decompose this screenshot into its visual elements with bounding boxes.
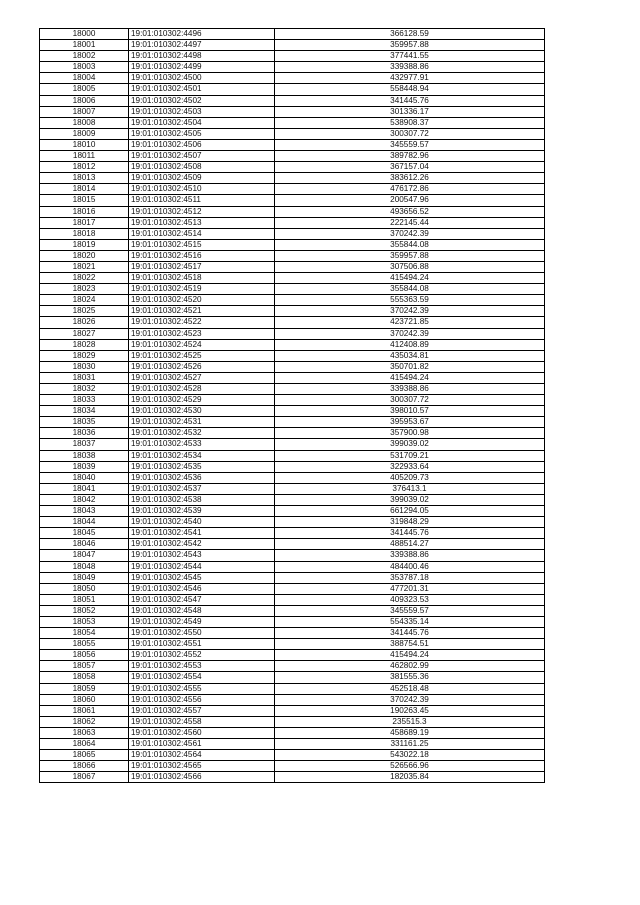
table-row bbox=[40, 772, 545, 783]
cadastral-number-cell: 19:01:010302:4550 bbox=[129, 628, 275, 639]
cadastral-number-cell: 19:01:010302:4551 bbox=[129, 639, 275, 650]
value-cell: 395953.67 bbox=[275, 417, 545, 428]
value-cell: 355844.08 bbox=[275, 284, 545, 295]
row-number-cell: 18027 bbox=[40, 328, 129, 339]
cadastral-number-cell: 19:01:010302:4539 bbox=[129, 506, 275, 517]
cadastral-number-cell: 19:01:010302:4556 bbox=[129, 694, 275, 705]
value-cell: 222145.44 bbox=[275, 217, 545, 228]
cadastral-number-cell: 19:01:010302:4500 bbox=[129, 73, 275, 84]
table-row bbox=[40, 694, 545, 705]
value-cell: 531709.21 bbox=[275, 450, 545, 461]
row-number-cell: 18033 bbox=[40, 395, 129, 406]
table-row bbox=[40, 539, 545, 550]
row-number-cell: 18050 bbox=[40, 583, 129, 594]
row-number-cell: 18043 bbox=[40, 506, 129, 517]
value-cell: 341445.76 bbox=[275, 628, 545, 639]
table-row bbox=[40, 73, 545, 84]
table-body bbox=[40, 29, 545, 783]
table-row bbox=[40, 84, 545, 95]
value-cell: 415494.24 bbox=[275, 650, 545, 661]
cadastral-number-cell: 19:01:010302:4509 bbox=[129, 173, 275, 184]
table-row bbox=[40, 328, 545, 339]
value-cell: 370242.39 bbox=[275, 228, 545, 239]
value-cell: 355844.08 bbox=[275, 239, 545, 250]
table-row bbox=[40, 51, 545, 62]
table-row bbox=[40, 317, 545, 328]
data-table bbox=[39, 28, 545, 783]
table-row bbox=[40, 494, 545, 505]
table-row bbox=[40, 261, 545, 272]
row-number-cell: 18020 bbox=[40, 250, 129, 261]
row-number-cell: 18058 bbox=[40, 672, 129, 683]
table-row bbox=[40, 572, 545, 583]
table-row bbox=[40, 639, 545, 650]
row-number-cell: 18026 bbox=[40, 317, 129, 328]
row-number-cell: 18013 bbox=[40, 173, 129, 184]
row-number-cell: 18035 bbox=[40, 417, 129, 428]
row-number-cell: 18005 bbox=[40, 84, 129, 95]
cadastral-number-cell: 19:01:010302:4521 bbox=[129, 306, 275, 317]
value-cell: 476172.86 bbox=[275, 184, 545, 195]
row-number-cell: 18038 bbox=[40, 450, 129, 461]
value-cell: 538908.37 bbox=[275, 117, 545, 128]
table-row bbox=[40, 739, 545, 750]
value-cell: 301336.17 bbox=[275, 106, 545, 117]
row-number-cell: 18004 bbox=[40, 73, 129, 84]
row-number-cell: 18024 bbox=[40, 295, 129, 306]
table-row bbox=[40, 761, 545, 772]
value-cell: 353787.18 bbox=[275, 572, 545, 583]
row-number-cell: 18045 bbox=[40, 528, 129, 539]
table-row bbox=[40, 472, 545, 483]
table-row bbox=[40, 750, 545, 761]
value-cell: 307506.88 bbox=[275, 261, 545, 272]
cadastral-number-cell: 19:01:010302:4518 bbox=[129, 273, 275, 284]
row-number-cell: 18016 bbox=[40, 206, 129, 217]
table-row bbox=[40, 528, 545, 539]
cadastral-number-cell: 19:01:010302:4565 bbox=[129, 761, 275, 772]
cadastral-number-cell: 19:01:010302:4538 bbox=[129, 494, 275, 505]
row-number-cell: 18032 bbox=[40, 384, 129, 395]
table-row bbox=[40, 173, 545, 184]
cadastral-number-cell: 19:01:010302:4532 bbox=[129, 428, 275, 439]
row-number-cell: 18052 bbox=[40, 605, 129, 616]
table-row bbox=[40, 372, 545, 383]
cadastral-number-cell: 19:01:010302:4511 bbox=[129, 195, 275, 206]
table-row bbox=[40, 672, 545, 683]
cadastral-number-cell: 19:01:010302:4534 bbox=[129, 450, 275, 461]
value-cell: 319848.29 bbox=[275, 517, 545, 528]
cadastral-number-cell: 19:01:010302:4514 bbox=[129, 228, 275, 239]
table-row bbox=[40, 450, 545, 461]
row-number-cell: 18037 bbox=[40, 439, 129, 450]
cadastral-number-cell: 19:01:010302:4515 bbox=[129, 239, 275, 250]
value-cell: 399039.02 bbox=[275, 494, 545, 505]
row-number-cell: 18044 bbox=[40, 517, 129, 528]
table-row bbox=[40, 217, 545, 228]
cadastral-number-cell: 19:01:010302:4548 bbox=[129, 605, 275, 616]
table-row bbox=[40, 162, 545, 173]
cadastral-number-cell: 19:01:010302:4508 bbox=[129, 162, 275, 173]
table-row bbox=[40, 195, 545, 206]
cadastral-number-cell: 19:01:010302:4547 bbox=[129, 594, 275, 605]
row-number-cell: 18010 bbox=[40, 139, 129, 150]
row-number-cell: 18001 bbox=[40, 40, 129, 51]
cadastral-number-cell: 19:01:010302:4541 bbox=[129, 528, 275, 539]
table-row bbox=[40, 40, 545, 51]
value-cell: 300307.72 bbox=[275, 395, 545, 406]
row-number-cell: 18055 bbox=[40, 639, 129, 650]
value-cell: 558448.94 bbox=[275, 84, 545, 95]
table-row bbox=[40, 395, 545, 406]
cadastral-number-cell: 19:01:010302:4540 bbox=[129, 517, 275, 528]
cadastral-number-cell: 19:01:010302:4533 bbox=[129, 439, 275, 450]
cadastral-number-cell: 19:01:010302:4555 bbox=[129, 683, 275, 694]
value-cell: 200547.96 bbox=[275, 195, 545, 206]
value-cell: 367157.04 bbox=[275, 162, 545, 173]
value-cell: 300307.72 bbox=[275, 128, 545, 139]
value-cell: 405209.73 bbox=[275, 472, 545, 483]
table-row bbox=[40, 583, 545, 594]
value-cell: 370242.39 bbox=[275, 328, 545, 339]
cadastral-number-cell: 19:01:010302:4505 bbox=[129, 128, 275, 139]
row-number-cell: 18023 bbox=[40, 284, 129, 295]
value-cell: 493656.52 bbox=[275, 206, 545, 217]
row-number-cell: 18046 bbox=[40, 539, 129, 550]
table-row bbox=[40, 106, 545, 117]
value-cell: 190263.45 bbox=[275, 705, 545, 716]
cadastral-number-cell: 19:01:010302:4558 bbox=[129, 716, 275, 727]
row-number-cell: 18049 bbox=[40, 572, 129, 583]
row-number-cell: 18061 bbox=[40, 705, 129, 716]
table-row bbox=[40, 417, 545, 428]
value-cell: 555363.59 bbox=[275, 295, 545, 306]
row-number-cell: 18041 bbox=[40, 483, 129, 494]
row-number-cell: 18053 bbox=[40, 616, 129, 627]
value-cell: 458689.19 bbox=[275, 727, 545, 738]
value-cell: 462802.99 bbox=[275, 661, 545, 672]
cadastral-number-cell: 19:01:010302:4543 bbox=[129, 550, 275, 561]
value-cell: 339388.86 bbox=[275, 550, 545, 561]
cadastral-number-cell: 19:01:010302:4496 bbox=[129, 29, 275, 40]
value-cell: 409323.53 bbox=[275, 594, 545, 605]
value-cell: 359957.88 bbox=[275, 40, 545, 51]
cadastral-number-cell: 19:01:010302:4552 bbox=[129, 650, 275, 661]
cadastral-number-cell: 19:01:010302:4530 bbox=[129, 406, 275, 417]
cadastral-number-cell: 19:01:010302:4498 bbox=[129, 51, 275, 62]
value-cell: 235515.3 bbox=[275, 716, 545, 727]
value-cell: 415494.24 bbox=[275, 273, 545, 284]
row-number-cell: 18057 bbox=[40, 661, 129, 672]
table-row bbox=[40, 295, 545, 306]
table-row bbox=[40, 628, 545, 639]
value-cell: 345559.57 bbox=[275, 139, 545, 150]
value-cell: 388754.51 bbox=[275, 639, 545, 650]
value-cell: 370242.39 bbox=[275, 306, 545, 317]
value-cell: 322933.64 bbox=[275, 461, 545, 472]
cadastral-number-cell: 19:01:010302:4525 bbox=[129, 350, 275, 361]
table-row bbox=[40, 184, 545, 195]
table-row bbox=[40, 95, 545, 106]
row-number-cell: 18025 bbox=[40, 306, 129, 317]
row-number-cell: 18014 bbox=[40, 184, 129, 195]
cadastral-number-cell: 19:01:010302:4553 bbox=[129, 661, 275, 672]
row-number-cell: 18065 bbox=[40, 750, 129, 761]
value-cell: 359957.88 bbox=[275, 250, 545, 261]
row-number-cell: 18066 bbox=[40, 761, 129, 772]
value-cell: 377441.55 bbox=[275, 51, 545, 62]
table-row bbox=[40, 506, 545, 517]
table-row bbox=[40, 384, 545, 395]
cadastral-number-cell: 19:01:010302:4528 bbox=[129, 384, 275, 395]
value-cell: 435034.81 bbox=[275, 350, 545, 361]
table-row bbox=[40, 705, 545, 716]
table-row bbox=[40, 62, 545, 73]
table-row bbox=[40, 306, 545, 317]
table-row bbox=[40, 550, 545, 561]
table-row bbox=[40, 594, 545, 605]
row-number-cell: 18003 bbox=[40, 62, 129, 73]
value-cell: 661294.05 bbox=[275, 506, 545, 517]
row-number-cell: 18064 bbox=[40, 739, 129, 750]
row-number-cell: 18036 bbox=[40, 428, 129, 439]
row-number-cell: 18011 bbox=[40, 151, 129, 162]
value-cell: 412408.89 bbox=[275, 339, 545, 350]
table-row bbox=[40, 661, 545, 672]
value-cell: 381555.36 bbox=[275, 672, 545, 683]
cadastral-number-cell: 19:01:010302:4527 bbox=[129, 372, 275, 383]
row-number-cell: 18062 bbox=[40, 716, 129, 727]
cadastral-number-cell: 19:01:010302:4526 bbox=[129, 361, 275, 372]
cadastral-number-cell: 19:01:010302:4529 bbox=[129, 395, 275, 406]
table-row bbox=[40, 605, 545, 616]
table-row bbox=[40, 361, 545, 372]
value-cell: 484400.46 bbox=[275, 561, 545, 572]
table-row bbox=[40, 228, 545, 239]
row-number-cell: 18006 bbox=[40, 95, 129, 106]
table-row bbox=[40, 428, 545, 439]
cadastral-number-cell: 19:01:010302:4557 bbox=[129, 705, 275, 716]
value-cell: 383612.26 bbox=[275, 173, 545, 184]
table-row bbox=[40, 250, 545, 261]
document-page bbox=[39, 28, 544, 783]
value-cell: 423721.85 bbox=[275, 317, 545, 328]
value-cell: 488514.27 bbox=[275, 539, 545, 550]
row-number-cell: 18009 bbox=[40, 128, 129, 139]
cadastral-number-cell: 19:01:010302:4517 bbox=[129, 261, 275, 272]
cadastral-number-cell: 19:01:010302:4519 bbox=[129, 284, 275, 295]
row-number-cell: 18067 bbox=[40, 772, 129, 783]
cadastral-number-cell: 19:01:010302:4554 bbox=[129, 672, 275, 683]
value-cell: 389782.96 bbox=[275, 151, 545, 162]
row-number-cell: 18029 bbox=[40, 350, 129, 361]
cadastral-number-cell: 19:01:010302:4561 bbox=[129, 739, 275, 750]
cadastral-number-cell: 19:01:010302:4546 bbox=[129, 583, 275, 594]
table-row bbox=[40, 239, 545, 250]
table-row bbox=[40, 117, 545, 128]
table-row bbox=[40, 339, 545, 350]
cadastral-number-cell: 19:01:010302:4537 bbox=[129, 483, 275, 494]
table-row bbox=[40, 350, 545, 361]
row-number-cell: 18047 bbox=[40, 550, 129, 561]
cadastral-number-cell: 19:01:010302:4516 bbox=[129, 250, 275, 261]
cadastral-number-cell: 19:01:010302:4506 bbox=[129, 139, 275, 150]
cadastral-number-cell: 19:01:010302:4523 bbox=[129, 328, 275, 339]
cadastral-number-cell: 19:01:010302:4542 bbox=[129, 539, 275, 550]
row-number-cell: 18012 bbox=[40, 162, 129, 173]
cadastral-number-cell: 19:01:010302:4544 bbox=[129, 561, 275, 572]
value-cell: 341445.76 bbox=[275, 528, 545, 539]
row-number-cell: 18051 bbox=[40, 594, 129, 605]
row-number-cell: 18042 bbox=[40, 494, 129, 505]
table-row bbox=[40, 616, 545, 627]
cadastral-number-cell: 19:01:010302:4510 bbox=[129, 184, 275, 195]
table-row bbox=[40, 128, 545, 139]
row-number-cell: 18028 bbox=[40, 339, 129, 350]
row-number-cell: 18018 bbox=[40, 228, 129, 239]
cadastral-number-cell: 19:01:010302:4503 bbox=[129, 106, 275, 117]
cadastral-number-cell: 19:01:010302:4535 bbox=[129, 461, 275, 472]
value-cell: 399039.02 bbox=[275, 439, 545, 450]
value-cell: 477201.31 bbox=[275, 583, 545, 594]
value-cell: 182035.84 bbox=[275, 772, 545, 783]
value-cell: 370242.39 bbox=[275, 694, 545, 705]
cadastral-number-cell: 19:01:010302:4536 bbox=[129, 472, 275, 483]
value-cell: 554335.14 bbox=[275, 616, 545, 627]
table-row bbox=[40, 273, 545, 284]
row-number-cell: 18015 bbox=[40, 195, 129, 206]
table-row bbox=[40, 727, 545, 738]
row-number-cell: 18002 bbox=[40, 51, 129, 62]
value-cell: 345559.57 bbox=[275, 605, 545, 616]
row-number-cell: 18039 bbox=[40, 461, 129, 472]
value-cell: 350701.82 bbox=[275, 361, 545, 372]
table-row bbox=[40, 461, 545, 472]
row-number-cell: 18040 bbox=[40, 472, 129, 483]
table-row bbox=[40, 206, 545, 217]
cadastral-number-cell: 19:01:010302:4522 bbox=[129, 317, 275, 328]
row-number-cell: 18021 bbox=[40, 261, 129, 272]
row-number-cell: 18007 bbox=[40, 106, 129, 117]
value-cell: 339388.86 bbox=[275, 62, 545, 73]
cadastral-number-cell: 19:01:010302:4564 bbox=[129, 750, 275, 761]
row-number-cell: 18008 bbox=[40, 117, 129, 128]
row-number-cell: 18034 bbox=[40, 406, 129, 417]
row-number-cell: 18031 bbox=[40, 372, 129, 383]
cadastral-number-cell: 19:01:010302:4520 bbox=[129, 295, 275, 306]
table-row bbox=[40, 650, 545, 661]
cadastral-number-cell: 19:01:010302:4504 bbox=[129, 117, 275, 128]
value-cell: 543022.18 bbox=[275, 750, 545, 761]
table-row bbox=[40, 284, 545, 295]
table-row bbox=[40, 29, 545, 40]
value-cell: 415494.24 bbox=[275, 372, 545, 383]
table-row bbox=[40, 716, 545, 727]
cadastral-number-cell: 19:01:010302:4497 bbox=[129, 40, 275, 51]
table-row bbox=[40, 683, 545, 694]
row-number-cell: 18030 bbox=[40, 361, 129, 372]
cadastral-number-cell: 19:01:010302:4512 bbox=[129, 206, 275, 217]
value-cell: 331161.25 bbox=[275, 739, 545, 750]
cadastral-number-cell: 19:01:010302:4502 bbox=[129, 95, 275, 106]
row-number-cell: 18022 bbox=[40, 273, 129, 284]
table-row bbox=[40, 406, 545, 417]
value-cell: 452518.48 bbox=[275, 683, 545, 694]
cadastral-number-cell: 19:01:010302:4545 bbox=[129, 572, 275, 583]
value-cell: 526566.96 bbox=[275, 761, 545, 772]
table-row bbox=[40, 517, 545, 528]
row-number-cell: 18000 bbox=[40, 29, 129, 40]
value-cell: 341445.76 bbox=[275, 95, 545, 106]
value-cell: 357900.98 bbox=[275, 428, 545, 439]
row-number-cell: 18048 bbox=[40, 561, 129, 572]
table-row bbox=[40, 561, 545, 572]
row-number-cell: 18019 bbox=[40, 239, 129, 250]
table-row bbox=[40, 151, 545, 162]
cadastral-number-cell: 19:01:010302:4501 bbox=[129, 84, 275, 95]
row-number-cell: 18063 bbox=[40, 727, 129, 738]
cadastral-number-cell: 19:01:010302:4560 bbox=[129, 727, 275, 738]
table-row bbox=[40, 439, 545, 450]
table-row bbox=[40, 483, 545, 494]
cadastral-number-cell: 19:01:010302:4499 bbox=[129, 62, 275, 73]
cadastral-number-cell: 19:01:010302:4507 bbox=[129, 151, 275, 162]
value-cell: 432977.91 bbox=[275, 73, 545, 84]
row-number-cell: 18054 bbox=[40, 628, 129, 639]
value-cell: 376413.1 bbox=[275, 483, 545, 494]
value-cell: 398010.57 bbox=[275, 406, 545, 417]
cadastral-number-cell: 19:01:010302:4566 bbox=[129, 772, 275, 783]
row-number-cell: 18060 bbox=[40, 694, 129, 705]
row-number-cell: 18056 bbox=[40, 650, 129, 661]
value-cell: 366128.59 bbox=[275, 29, 545, 40]
cadastral-number-cell: 19:01:010302:4524 bbox=[129, 339, 275, 350]
cadastral-number-cell: 19:01:010302:4549 bbox=[129, 616, 275, 627]
cadastral-number-cell: 19:01:010302:4513 bbox=[129, 217, 275, 228]
row-number-cell: 18017 bbox=[40, 217, 129, 228]
row-number-cell: 18059 bbox=[40, 683, 129, 694]
table-row bbox=[40, 139, 545, 150]
cadastral-number-cell: 19:01:010302:4531 bbox=[129, 417, 275, 428]
value-cell: 339388.86 bbox=[275, 384, 545, 395]
